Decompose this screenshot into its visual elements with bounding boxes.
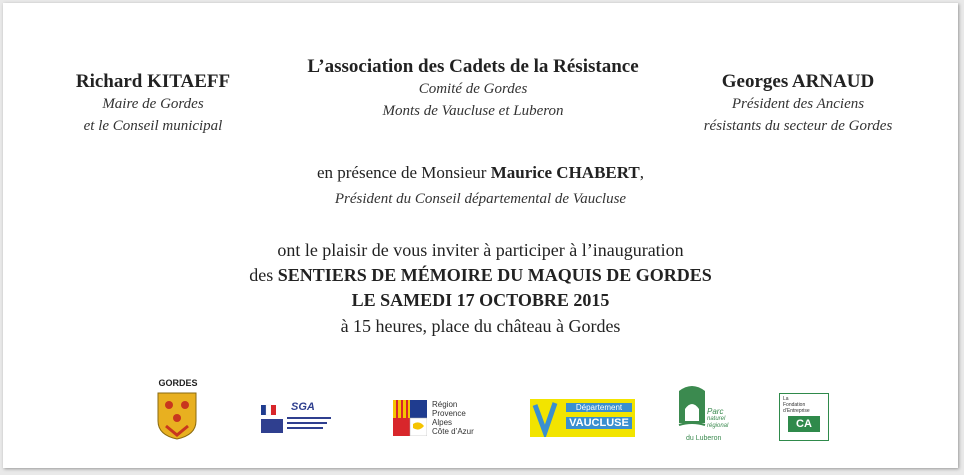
presence-line xyxy=(3,163,958,183)
vaucluse-logo xyxy=(530,399,635,437)
invitation-card xyxy=(3,3,958,468)
invitation-line-1: ont le plaisir de vous inviter à participer à l’inauguration xyxy=(277,240,684,260)
region-line-2: Provence xyxy=(432,409,466,418)
fondation-ca-logo xyxy=(779,393,829,441)
parc-line-3: régional xyxy=(707,423,729,429)
gordes-coat-of-arms-icon xyxy=(156,391,198,446)
region-text xyxy=(432,400,492,436)
veterans-name: Georges ARNAUD xyxy=(721,71,875,92)
region-line-1: Région xyxy=(432,400,458,409)
sga-logo xyxy=(261,403,333,435)
vaucluse-v-icon xyxy=(532,399,562,437)
presence-suffix: , xyxy=(639,163,645,182)
vaucluse-bottom: VAUCLUSE xyxy=(566,417,632,429)
mayor-title: Maire de Gordes xyxy=(102,96,204,112)
region-line-4: Côte d’Azur xyxy=(432,427,474,436)
presence-name: Maurice CHABERT xyxy=(490,163,640,182)
host-veterans xyxy=(663,71,933,137)
parc-text xyxy=(707,407,747,430)
association-name: L’association des Cadets de la Résistance xyxy=(307,56,639,77)
parc-line-4: du Luberon xyxy=(686,435,722,442)
mayor-name: Richard KITAEFF xyxy=(75,71,231,92)
invitation-line-2 xyxy=(3,263,958,287)
fondation-line-3: d’Entreprise xyxy=(783,408,810,414)
association-committee: Comité de Gordes xyxy=(418,81,528,97)
fondation-line-2: Fondation xyxy=(783,402,806,408)
region-line-3: Alpes xyxy=(432,418,453,427)
event-date: LE SAMEDI 17 OCTOBRE 2015 xyxy=(351,290,610,310)
fondation-line-1: La xyxy=(783,396,789,402)
event-title: SENTIERS DE MÉMOIRE DU MAQUIS DE GORDES xyxy=(277,265,712,285)
presence-title: Président du Conseil départemental de Vaucluse xyxy=(334,191,627,207)
sga-label: SGA xyxy=(291,401,315,413)
parc-line-1: Parc xyxy=(707,407,724,416)
event-time-place: à 15 heures, place du château à Gordes xyxy=(340,316,621,336)
mayor-council: et le Conseil municipal xyxy=(83,118,223,134)
ca-mark: CA xyxy=(788,416,820,432)
parc-line-2: naturel xyxy=(707,416,726,422)
invitation-prefix: des xyxy=(249,265,278,285)
gordes-label: GORDES xyxy=(158,378,198,388)
veterans-title: Président des Anciens xyxy=(731,96,865,112)
region-paca-emblem-icon xyxy=(393,400,427,441)
fondation-text xyxy=(783,396,810,414)
veterans-sector: résistants du secteur de Gordes xyxy=(703,118,893,134)
host-mayor xyxy=(43,71,263,137)
association-area: Monts de Vaucluse et Luberon xyxy=(382,103,564,119)
host-association xyxy=(263,56,683,122)
vaucluse-top: Département xyxy=(566,403,632,412)
presence-prefix: en présence de Monsieur xyxy=(316,163,491,182)
